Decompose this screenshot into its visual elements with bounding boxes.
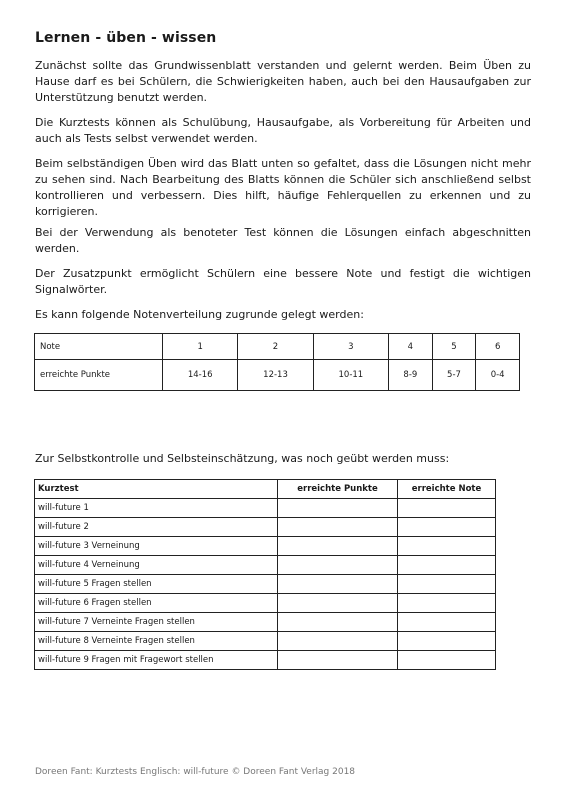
page-title: Lernen - üben - wissen [35, 30, 217, 46]
column-header: erreichte Note [398, 480, 496, 499]
table-cell: erreichte Punkte [35, 360, 163, 391]
table-cell: 5-7 [432, 360, 476, 391]
grade-entry-cell[interactable] [398, 556, 496, 575]
table-cell: 1 [163, 334, 238, 360]
graded-test-paragraph: Bei der Verwendung als benoteter Test können die Lösungen einfach abgeschnitten werden. [35, 226, 531, 255]
folding-paragraph: Beim selbständigen Üben wird das Blatt unten so gefaltet, dass die Lösungen nicht mehr zu sehen sind. Nach Bearbeitung des Blatts können die Schüler sich anschließend selbst kontrollieren und verbessern. Dies hilft, häufige Fehlerquellen zu erkennen und zu korrigieren. [35, 157, 531, 218]
grade-distribution-intro: Es kann folgende Notenverteilung zugrunde gelegt werden: [35, 308, 364, 321]
table-cell: 2 [238, 334, 313, 360]
bonus-point-paragraph: Der Zusatzpunkt ermöglicht Schülern eine bessere Note und festigt die wichtigen Signalwörter. [35, 267, 531, 296]
table-row [35, 537, 496, 556]
points-entry-cell[interactable] [278, 632, 398, 651]
grade-entry-cell[interactable] [398, 594, 496, 613]
table-cell: Note [35, 334, 163, 360]
grade-entry-cell[interactable] [398, 575, 496, 594]
column-header: Kurztest [35, 480, 278, 499]
grade-entry-cell[interactable] [398, 651, 496, 670]
test-name-cell: will-future 8 Verneinte Fragen stellen [35, 632, 278, 651]
table-row [35, 594, 496, 613]
points-entry-cell[interactable] [278, 556, 398, 575]
test-name-cell: will-future 2 [35, 518, 278, 537]
test-name-cell: will-future 3 Verneinung [35, 537, 278, 556]
grade-entry-cell[interactable] [398, 518, 496, 537]
test-name-cell: will-future 7 Verneinte Fragen stellen [35, 613, 278, 632]
table-row [35, 334, 520, 360]
points-entry-cell[interactable] [278, 537, 398, 556]
intro-paragraph: Zunächst sollte das Grundwissenblatt verstanden und gelernt werden. Beim Üben zu Hause darf es bei Schülern, die Schwierigkeiten haben, auch bei den Hausaufgaben zur Unterstützung benutzt werden. [35, 59, 531, 104]
column-header: erreichte Punkte [278, 480, 398, 499]
table-cell: 6 [476, 334, 520, 360]
table-row [35, 518, 496, 537]
table-cell: 0-4 [476, 360, 520, 391]
points-entry-cell[interactable] [278, 613, 398, 632]
grade-entry-cell[interactable] [398, 632, 496, 651]
points-entry-cell[interactable] [278, 575, 398, 594]
test-name-cell: will-future 4 Verneinung [35, 556, 278, 575]
grade-entry-cell[interactable] [398, 499, 496, 518]
table-row [35, 651, 496, 670]
test-name-cell: will-future 9 Fragen mit Fragewort stellen [35, 651, 278, 670]
table-row [35, 613, 496, 632]
table-row [35, 360, 520, 391]
table-cell: 12-13 [238, 360, 313, 391]
self-check-intro: Zur Selbstkontrolle und Selbsteinschätzung, was noch geübt werden muss: [35, 452, 450, 465]
test-name-cell: will-future 6 Fragen stellen [35, 594, 278, 613]
table-row [35, 499, 496, 518]
points-entry-cell[interactable] [278, 651, 398, 670]
self-check-table [34, 479, 496, 670]
table-cell: 8-9 [389, 360, 433, 391]
test-name-cell: will-future 5 Fragen stellen [35, 575, 278, 594]
table-cell: 4 [389, 334, 433, 360]
grade-entry-cell[interactable] [398, 537, 496, 556]
points-entry-cell[interactable] [278, 594, 398, 613]
usage-paragraph: Die Kurztests können als Schulübung, Hausaufgabe, als Vorbereitung für Arbeiten und auch als Tests selbst verwendet werden. [35, 116, 531, 145]
table-row [35, 556, 496, 575]
grade-entry-cell[interactable] [398, 613, 496, 632]
table-cell: 14-16 [163, 360, 238, 391]
points-entry-cell[interactable] [278, 499, 398, 518]
test-name-cell: will-future 1 [35, 499, 278, 518]
points-entry-cell[interactable] [278, 518, 398, 537]
grade-distribution-table [34, 333, 520, 391]
table-header-row [35, 480, 496, 499]
table-row [35, 632, 496, 651]
table-row [35, 575, 496, 594]
page-footer: Doreen Fant: Kurztests Englisch: will-future © Doreen Fant Verlag 2018 [35, 767, 356, 777]
table-cell: 3 [313, 334, 388, 360]
table-cell: 10-11 [313, 360, 388, 391]
table-cell: 5 [432, 334, 476, 360]
